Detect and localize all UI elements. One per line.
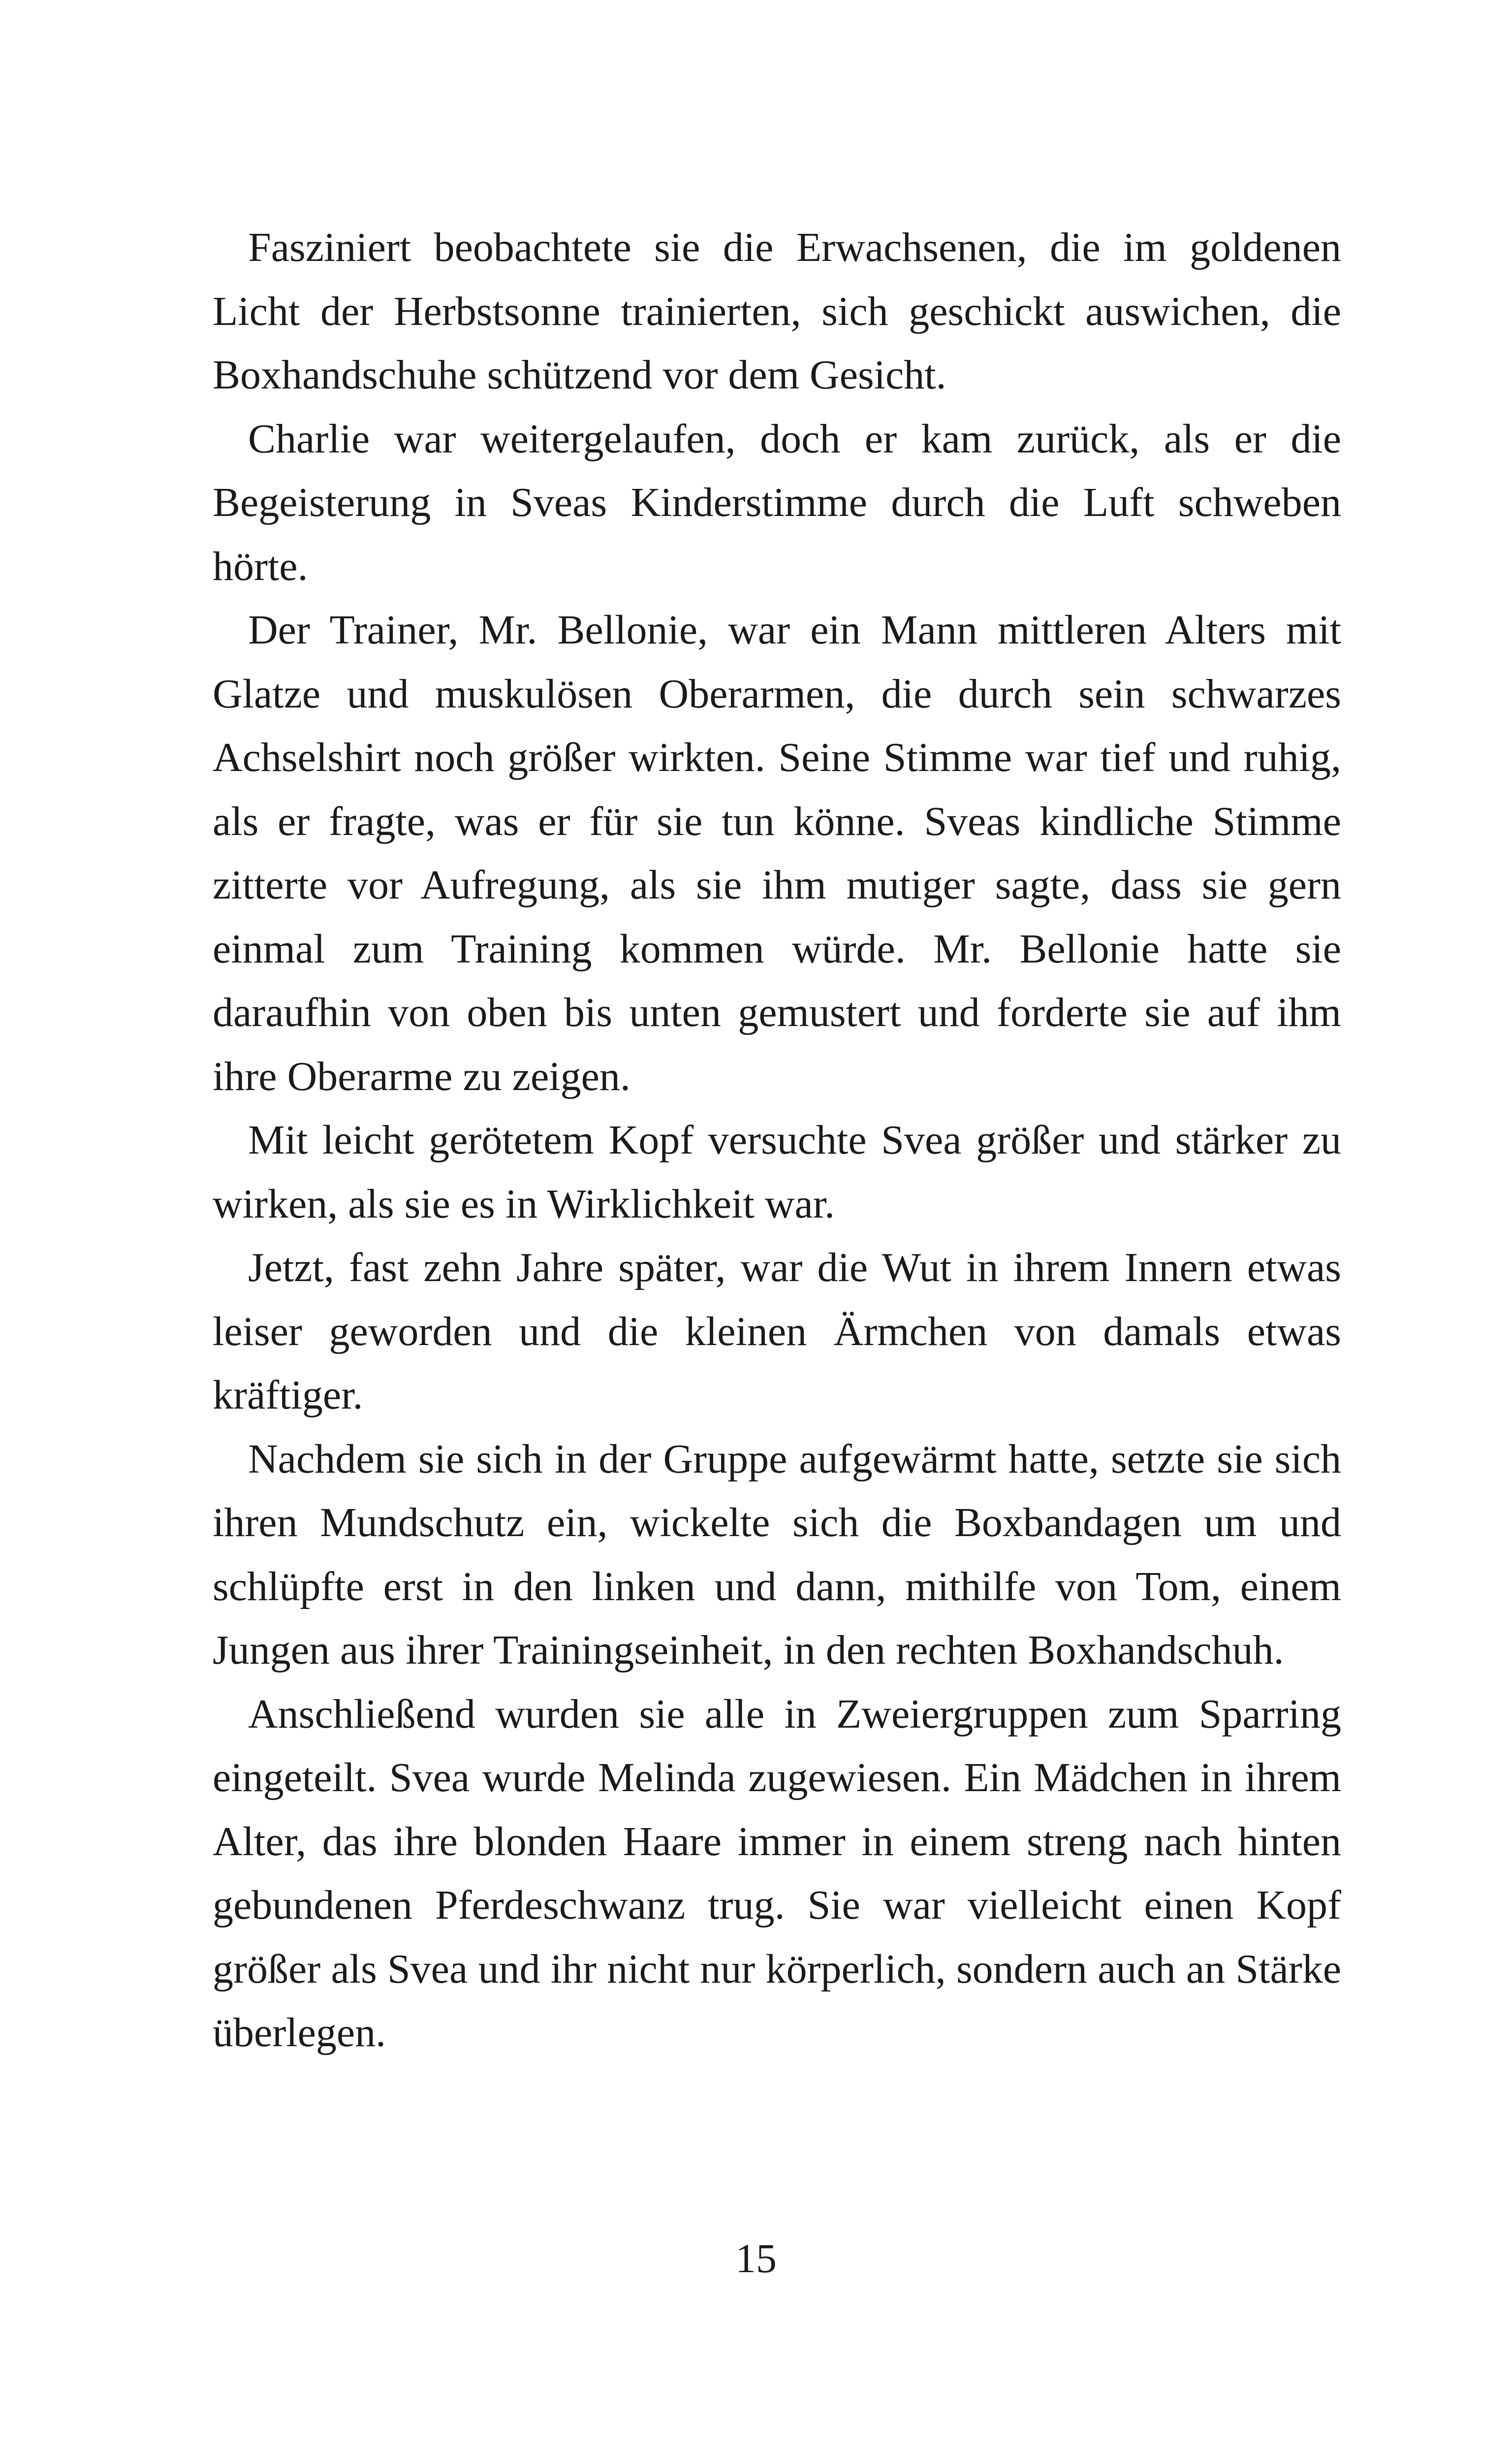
paragraph: Jetzt, fast zehn Jahre später, war die Wut in ihrem Innern etwas leiser geworden und die kleinen Ärmchen von damals etwas kräftiger. [213, 1245, 1341, 1418]
body-text [213, 216, 1341, 2065]
paragraph: Charlie war weitergelaufen, doch er kam zurück, als er die Begeisterung in Sveas Kinderstimme durch die Luft schweben hörte. [213, 416, 1341, 589]
paragraph: Nachdem sie sich in der Gruppe aufgewärmt hatte, setzte sie sich ihren Mundschutz ein, wickelte sich die Boxbandagen um und schlüpfte erst in den linken und dann, mithilfe von Tom, einem Jungen aus ihrer Trainingseinheit, in den rechten Boxhandschuh. [213, 1436, 1341, 1673]
paragraph: Mit leicht gerötetem Kopf versuchte Svea größer und stärker zu wirken, als sie es in Wirklichkeit war. [213, 1117, 1341, 1227]
paragraph: Fasziniert beobachtete sie die Erwachsenen, die im goldenen Licht der Herbstsonne trainierten, sich geschickt auswichen, die Boxhandschuhe schützend vor dem Gesicht. [213, 225, 1341, 398]
page-number: 15 [735, 2236, 777, 2282]
paragraph: Anschließend wurden sie alle in Zweiergruppen zum Sparring eingeteilt. Svea wurde Melinda zugewiesen. Ein Mädchen in ihrem Alter, das ihre blonden Haare immer in einem streng nach hinten gebundenen Pferdeschwanz trug. Sie war vielleicht einen Kopf größer als Svea und ihr nicht nur körperlich, sondern auch an Stärke überlegen. [213, 1691, 1341, 2056]
paragraph: Der Trainer, Mr. Bellonie, war ein Mann mittleren Alters mit Glatze und muskulösen Oberarmen, die durch sein schwarzes Achselshirt noch größer wirkten. Seine Stimme war tief und ruhig, als er fragte, was er für sie tun könne. Sveas kindliche Stimme zitterte vor Aufregung, als sie ihm mutiger sagte, dass sie gern einmal zum Training kommen würde. Mr. Bellonie hatte sie daraufhin von oben bis unten gemustert und forderte sie auf ihm ihre Oberarme zu zeigen. [213, 607, 1341, 1099]
